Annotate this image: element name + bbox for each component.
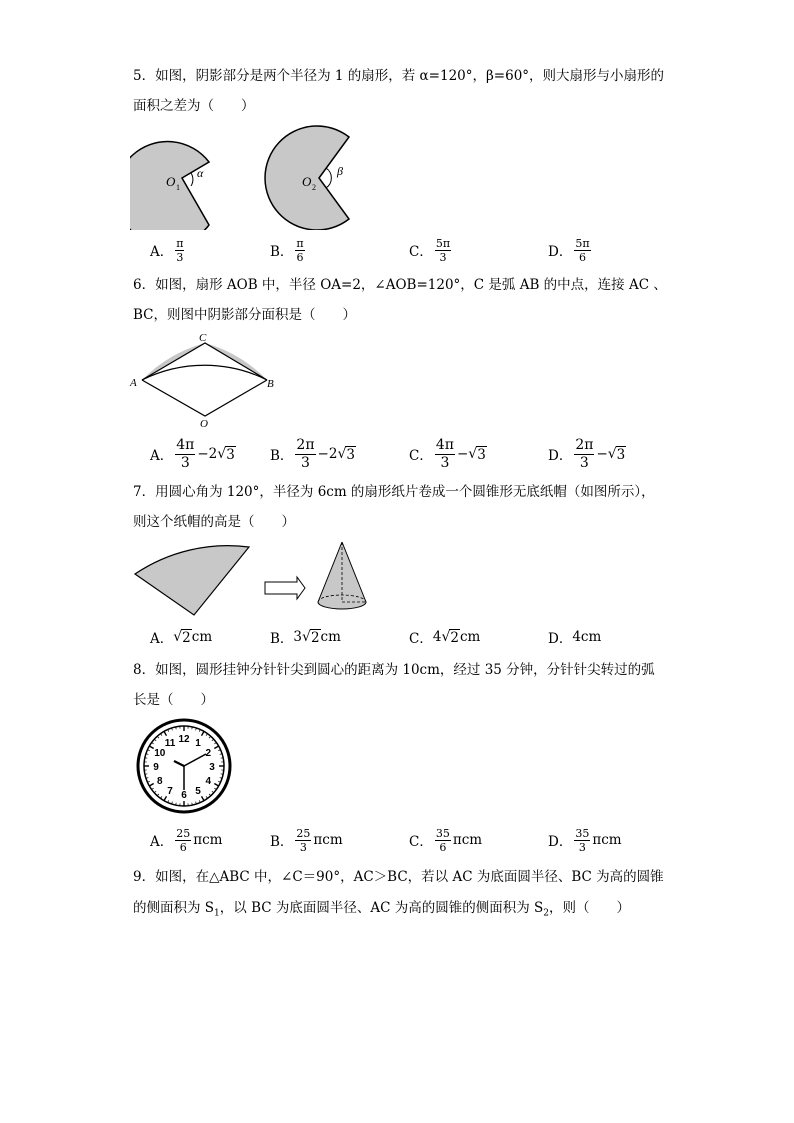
clock-number: 9: [153, 762, 159, 773]
label-alpha: α: [197, 166, 204, 180]
label-b: B: [267, 378, 274, 390]
chords-ac-cb: [142, 343, 267, 380]
q6-option-c[interactable]: C． $\frac{4\pi}{3}$ − √ 3: [409, 436, 486, 471]
clock-number: 1: [195, 737, 201, 749]
q9-line1: 9．如图，在△ABC 中，∠C＝90°，AC＞BC，若以 AC 为底面圆半径、BC 为高的圆锥: [133, 869, 664, 885]
q6-option-a[interactable]: A． $\frac{4\pi}{3}$ − 2 √ 3: [150, 436, 235, 471]
clock-number: 3: [209, 762, 215, 773]
clock-number: 8: [156, 776, 163, 787]
q8-line1: 8．如图，圆形挂钟分针针尖到圆心的距离为 10cm，经过 35 分钟，分针针尖转过的弧: [133, 662, 655, 678]
q5-figure: [130, 124, 360, 230]
q6-line2: BC，则图中阴影部分面积是（ ）: [133, 307, 357, 323]
q6-figure: [128, 330, 288, 430]
q7-figure: [128, 540, 378, 620]
label-o1-sub: 1: [176, 183, 180, 192]
q5-option-a[interactable]: A． $\frac{\pi}{3}$: [150, 236, 184, 264]
radii-oa-ob: [142, 380, 267, 416]
label-o: O: [200, 418, 208, 430]
q7-option-c[interactable]: C． 4 √ 2 cm: [409, 629, 481, 647]
q8-line2: 长是（ ）: [133, 692, 214, 708]
label-c: C: [199, 332, 207, 344]
clock-number: 11: [164, 737, 176, 749]
clock-number: 2: [205, 748, 212, 759]
q6-option-b[interactable]: B． $\frac{2\pi}{3}$ − 2 √ 3: [270, 436, 355, 471]
angle-arc-alpha: [191, 173, 193, 186]
q8-option-a[interactable]: A． $\frac{25}{6}$ πcm: [150, 826, 223, 854]
clock-number: 5: [195, 786, 201, 798]
q8-option-d[interactable]: D． $\frac{35}{3}$ πcm: [548, 826, 622, 854]
q7-line2: 则这个纸帽的高是（ ）: [133, 514, 295, 530]
q5-options: [150, 230, 710, 270]
clock-number: 10: [154, 748, 166, 759]
angle-arc-beta: [326, 168, 331, 188]
q8-options: [150, 820, 710, 860]
label-o2: O: [302, 174, 312, 189]
q7-option-d[interactable]: D． 4cm: [548, 629, 602, 647]
clock-number: 6: [181, 790, 187, 801]
label-o2-sub: 2: [312, 183, 316, 192]
label-beta: β: [337, 164, 343, 178]
clock-number: 12: [178, 734, 190, 745]
q6-options: [150, 434, 710, 474]
q5-option-b[interactable]: B． $\frac{\pi}{6}$: [270, 236, 304, 264]
paper-sector: [135, 546, 249, 615]
q5-option-d[interactable]: D． $\frac{5\pi}{6}$: [548, 236, 590, 264]
q7-option-b[interactable]: B． 3 √ 2 cm: [270, 629, 341, 647]
q8-option-b[interactable]: B． $\frac{25}{3}$ πcm: [270, 826, 343, 854]
q7-options: [150, 617, 710, 657]
clock-figure: [136, 718, 232, 814]
q7-option-a[interactable]: A． √ 2 cm: [150, 629, 213, 647]
label-o1: O: [166, 174, 176, 189]
q8-option-c[interactable]: C． $\frac{35}{6}$ πcm: [409, 826, 483, 854]
q5-line2: 面积之差为（ ）: [133, 98, 255, 114]
cone: [318, 542, 366, 609]
arrow-right-icon: [265, 577, 305, 599]
q6-line1: 6．如图，扇形 AOB 中，半径 OA=2，∠AOB=120°，C 是弧 AB 的中点，连接 AC 、: [133, 277, 667, 293]
q7-line1: 7．用圆心角为 120°，半径为 6cm 的扇形纸片卷成一个圆锥形无底纸帽（如图所示），: [133, 484, 655, 500]
clock-number: 4: [205, 776, 212, 787]
label-a: A: [130, 377, 137, 389]
q6-option-d[interactable]: D． $\frac{2\pi}{3}$ − √ 3: [548, 436, 626, 471]
q5-line1: 5．如图，阴影部分是两个半径为 1 的扇形，若 α=120°，β=60°，则大扇形与小扇形的: [133, 68, 665, 84]
q9-line2: 的侧面积为 $S_1$，以 BC 为底面圆半径、AC 为高的圆锥的侧面积为 $S_2$，则（ ）: [133, 900, 631, 919]
clock-number: 7: [167, 786, 173, 798]
q5-option-c[interactable]: C． $\frac{5\pi}{3}$: [409, 236, 451, 264]
